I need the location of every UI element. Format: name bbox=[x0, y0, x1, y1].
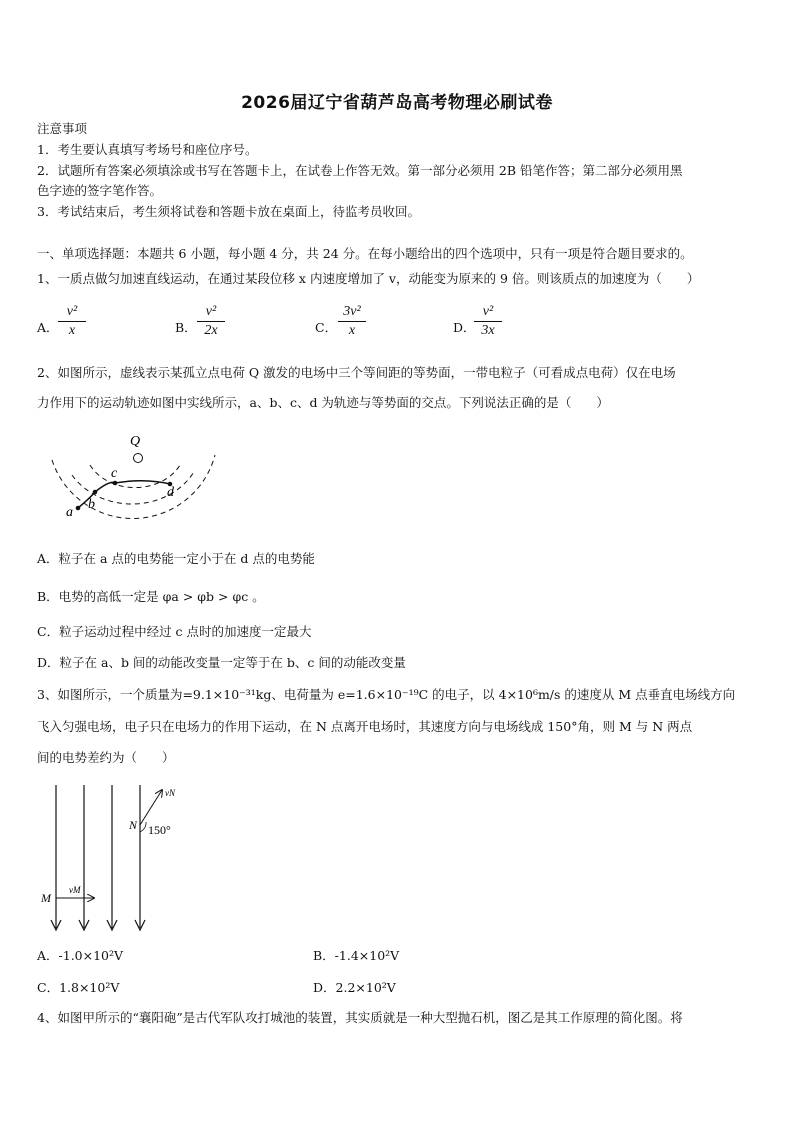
q1-option-b-label: B． bbox=[175, 320, 197, 335]
point-b bbox=[93, 490, 98, 495]
notice-item: 3．考试结束后，考生须将试卷和答题卡放在桌面上，待监考员收回。 bbox=[37, 204, 420, 219]
label-angle: 150° bbox=[148, 823, 171, 837]
q1-option-d-fraction bbox=[472, 304, 504, 339]
question-2-stem-line1: 2、如图所示，虚线表示某孤立点电荷 Q 激发的电场中三个等间距的等势面，一带电粒子（可看成点电荷）仅在电场 bbox=[37, 365, 676, 380]
q1-option-c-fraction bbox=[336, 304, 368, 339]
point-c bbox=[113, 481, 118, 486]
question-3-stem-line3: 间的电势差约为（ ） bbox=[37, 750, 175, 765]
q3-option-b: B．-1.4×10²V bbox=[313, 948, 400, 963]
q1-option-d-label: D． bbox=[453, 320, 476, 335]
q3-option-c: C．1.8×10²V bbox=[37, 980, 120, 995]
q3-option-d: D．2.2×10²V bbox=[313, 980, 396, 995]
q1-option-a-fraction bbox=[56, 304, 88, 339]
fraction-numerator: v² bbox=[205, 304, 217, 319]
question-2-stem-line2: 力作用下的运动轨迹如图中实线所示，a、b、c、d 为轨迹与等势面的交点。下列说法正确的是（ ） bbox=[37, 395, 609, 410]
fraction-numerator: 3v² bbox=[343, 304, 361, 319]
section-heading: 一、单项选择题：本题共 6 小题，每小题 4 分，共 24 分。在每小题给出的四个选项中，只有一项是符合题目要求的。 bbox=[37, 246, 693, 261]
q2-equipotential-figure bbox=[40, 430, 220, 530]
fraction-numerator: v² bbox=[66, 304, 78, 319]
fraction-denominator: 2x bbox=[204, 323, 218, 338]
q2-option-a: A．粒子在 a 点的电势能一定小于在 d 点的电势能 bbox=[37, 551, 315, 566]
label-a: a bbox=[66, 505, 73, 520]
point-a bbox=[76, 506, 81, 511]
notice-heading: 注意事项 bbox=[37, 121, 88, 136]
fraction-denominator: 3x bbox=[481, 323, 495, 338]
question-3-stem-line1: 3、如图所示，一个质量为=9.1×10⁻³¹kg、电荷量为 e=1.6×10⁻¹⁹C 的电子，以 4×10⁶m/s 的速度从 M 点垂直电场线方向 bbox=[37, 687, 736, 702]
label-n: N bbox=[129, 818, 138, 832]
question-4-stem-line1: 4、如图甲所示的“襄阳砲”是古代军队攻打城池的装置，其实质就是一种大型抛石机，图乙是其工作原理的简化图。将 bbox=[37, 1010, 683, 1025]
q1-option-a-label: A． bbox=[37, 320, 59, 335]
notice-item: 1．考生要认真填写考场号和座位序号。 bbox=[37, 142, 258, 157]
label-vm: vM bbox=[69, 885, 81, 895]
notice-item: 色字迹的签字笔作答。 bbox=[37, 183, 163, 198]
q2-option-d: D．粒子在 a、b 间的动能改变量一定等于在 b、c 间的动能改变量 bbox=[37, 655, 406, 670]
label-q: Q bbox=[130, 434, 141, 449]
q1-option-b-fraction bbox=[195, 304, 227, 339]
label-c: c bbox=[111, 466, 118, 481]
question-3-stem-line2: 飞入匀强电场，电子只在电场力的作用下运动，在 N 点离开电场时，其速度方向与电场线成 150°角，则 M 与 N 两点 bbox=[37, 719, 693, 734]
notice-item: 2．试题所有答案必须填涂或书写在答题卡上，在试卷上作答无效。第一部分必须用 2B 铅笔作答；第二部分必须用黑 bbox=[37, 163, 683, 178]
q3-option-a: A．-1.0×10²V bbox=[37, 948, 124, 963]
label-b: b bbox=[88, 497, 95, 512]
velocity-vn-arrow bbox=[140, 790, 162, 825]
label-vn: vN bbox=[165, 788, 175, 798]
fraction-denominator: x bbox=[68, 323, 76, 338]
page-title: 2026届辽宁省葫芦岛高考物理必刷试卷 bbox=[241, 93, 553, 113]
point-charge-q bbox=[134, 454, 143, 463]
label-m: M bbox=[41, 891, 51, 905]
q2-option-b: B．电势的高低一定是 φa > φb > φc 。 bbox=[37, 589, 265, 604]
q3-uniform-field-figure bbox=[36, 780, 196, 940]
question-1-stem: 1、一质点做匀加速直线运动，在通过某段位移 x 内速度增加了 v，动能变为原来的 9 倍。则该质点的加速度为（ ） bbox=[37, 271, 700, 286]
label-d: d bbox=[167, 485, 174, 500]
fraction-numerator: v² bbox=[482, 304, 494, 319]
q1-option-c-label: C． bbox=[315, 320, 338, 335]
fraction-denominator: x bbox=[348, 323, 356, 338]
q2-option-c: C．粒子运动过程中经过 c 点时的加速度一定最大 bbox=[37, 624, 312, 639]
